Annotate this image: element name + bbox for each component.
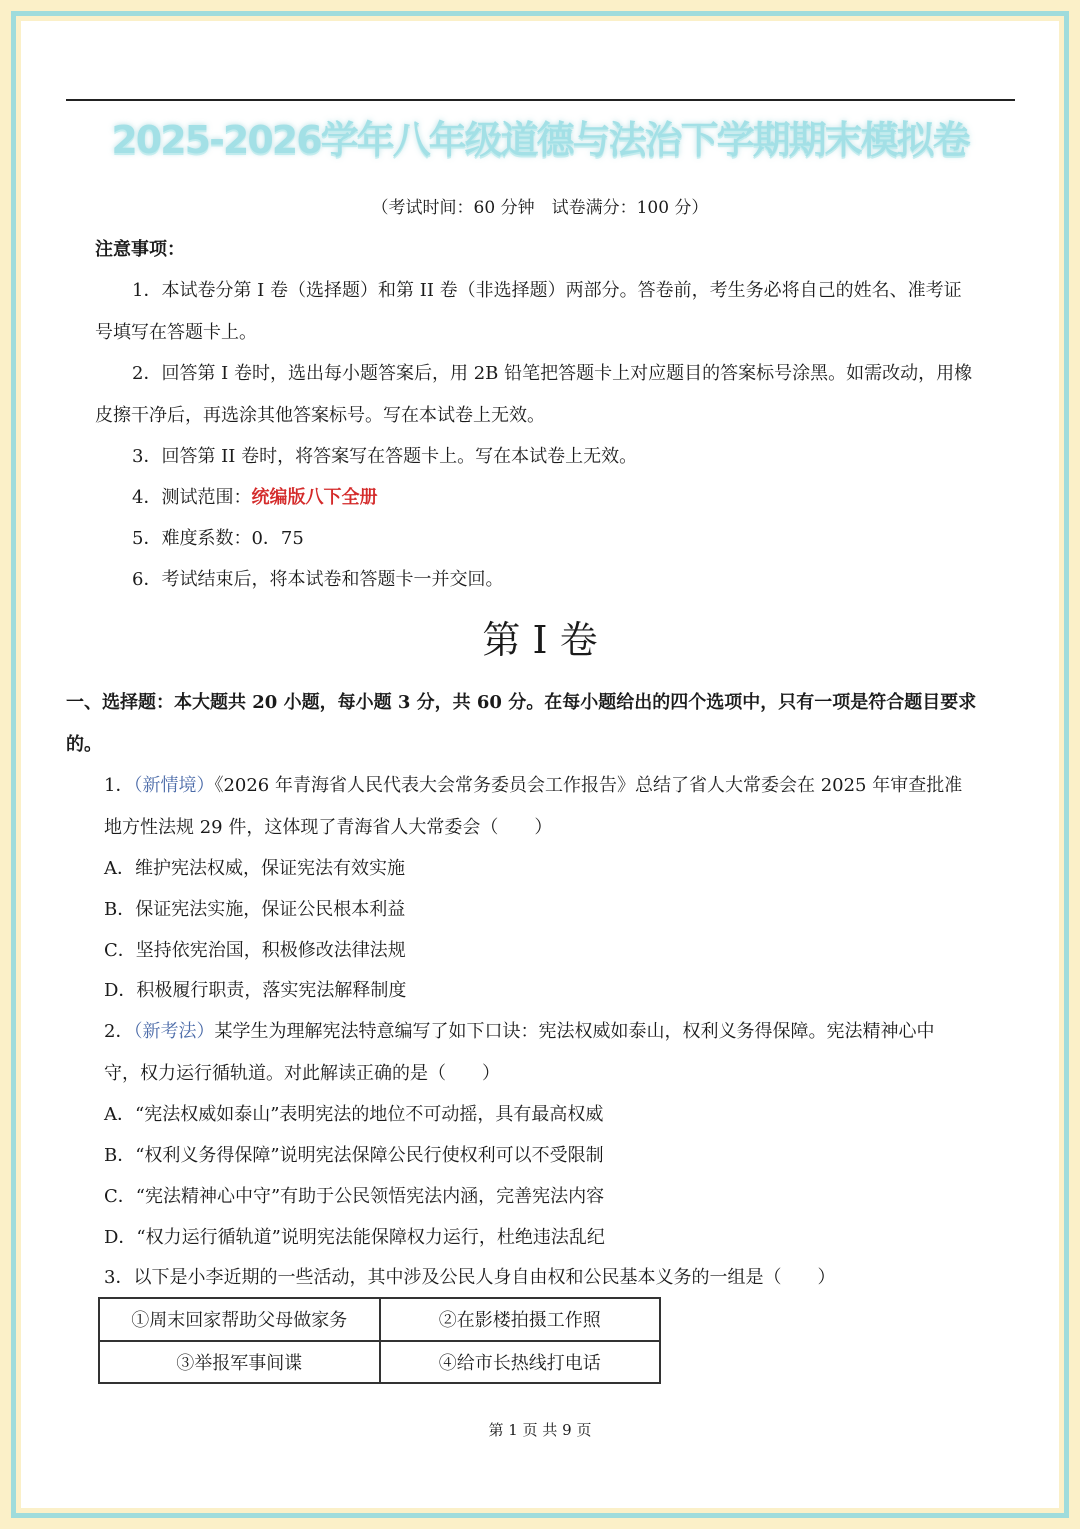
- section-heading-line-2: 的。: [66, 734, 102, 755]
- notice-item-6: 6．考试结束后，将本试卷和答题卡一并交回。: [132, 569, 504, 590]
- section-heading-line-1: 一、选择题：本大题共 20 小题，每小题 3 分，共 60 分。在每小题给出的四个选项中，只有一项是符合题目要求: [66, 692, 977, 713]
- q3-option-2: ②在影楼拍摄工作照: [380, 1298, 661, 1341]
- notice-item-3: 3．回答第 II 卷时，将答案写在答题卡上。写在本试卷上无效。: [132, 446, 638, 467]
- test-scope: 统编版八下全册: [251, 487, 378, 508]
- q3-stem: 3．以下是小李近期的一些活动，其中涉及公民人身自由权和公民基本义务的一组是（ ）: [104, 1267, 836, 1288]
- notice-item-2-line-2: 皮擦干净后，再选涂其他答案标号。写在本试卷上无效。: [95, 405, 545, 426]
- q3-option-1: ①周末回家帮助父母做家务: [99, 1298, 380, 1341]
- q3-option-3: ③举报军事间谍: [99, 1341, 380, 1384]
- q3-options-table: [98, 1297, 661, 1384]
- q2-line-1: [104, 1017, 934, 1043]
- notice-item-1-line-1: 1．本试卷分第 I 卷（选择题）和第 II 卷（非选择题）两部分。答卷前，考生务必将自己的姓名、准考证: [132, 280, 962, 301]
- q1-tag: （新情境）: [133, 775, 215, 796]
- notice-item-2-line-1: 2．回答第 I 卷时，选出每小题答案后，用 2B 铅笔把答题卡上对应题目的答案标号涂黑。如需改动，用橡: [132, 363, 973, 384]
- notice-item-5: 5．难度系数：0．75: [132, 528, 304, 549]
- q3-option-4: ④给市长热线打电话: [380, 1341, 661, 1384]
- q2-number: 2．: [104, 1021, 134, 1042]
- notice-item-4: [132, 483, 377, 509]
- q2-stem: 某学生为理解宪法特意编写了如下口诀：宪法权威如泰山，权利义务得保障。宪法精神心中: [214, 1021, 935, 1042]
- notice-item-1-line-2: 号填写在答题卡上。: [95, 322, 257, 343]
- table-row: [99, 1298, 660, 1341]
- q1-option-d: D．积极履行职责，落实宪法解释制度: [104, 980, 407, 1001]
- page-footer: 第 1 页 共 9 页: [488, 1421, 592, 1439]
- exam-info: （考试时间：60 分钟 试卷满分：100 分）: [371, 198, 709, 218]
- document-page: [21, 21, 1059, 1508]
- exam-title: 2025-2026学年八年级道德与法治下学期期末模拟卷: [111, 118, 969, 162]
- notice-heading: 注意事项：: [95, 239, 185, 260]
- q1-stem: 《2026 年青海省人民代表大会常务委员会工作报告》总结了省人大常委会在 2025 年审查批准: [214, 775, 963, 796]
- q1-option-b: B．保证宪法实施，保证公民根本利益: [104, 899, 406, 920]
- q1-line-1: [104, 771, 962, 797]
- volume-title: 第 I 卷: [482, 618, 598, 662]
- q1-line-2: 地方性法规 29 件，这体现了青海省人大常委会（ ）: [104, 817, 553, 838]
- table-row: [99, 1341, 660, 1384]
- q2-line-2: 守，权力运行循轨道。对此解读正确的是（ ）: [104, 1063, 500, 1084]
- q2-option-b: B．“权利义务得保障”说明宪法保障公民行使权利可以不受限制: [104, 1145, 604, 1166]
- q1-option-a: A．维护宪法权威，保证宪法有效实施: [104, 858, 405, 879]
- q1-number: 1．: [104, 775, 134, 796]
- q2-option-c: C．“宪法精神心中守”有助于公民领悟宪法内涵，完善宪法内容: [104, 1186, 605, 1207]
- header-rule: [66, 99, 1015, 101]
- q1-option-c: C．坚持依宪治国，积极修改法律法规: [104, 940, 406, 961]
- q2-option-a: A．“宪法权威如泰山”表明宪法的地位不可动摇，具有最高权威: [104, 1104, 604, 1125]
- notice-item-4-label: 4．测试范围：: [132, 487, 252, 508]
- q2-option-d: D．“权力运行循轨道”说明宪法能保障权力运行，杜绝违法乱纪: [104, 1227, 605, 1248]
- q2-tag: （新考法）: [133, 1021, 215, 1042]
